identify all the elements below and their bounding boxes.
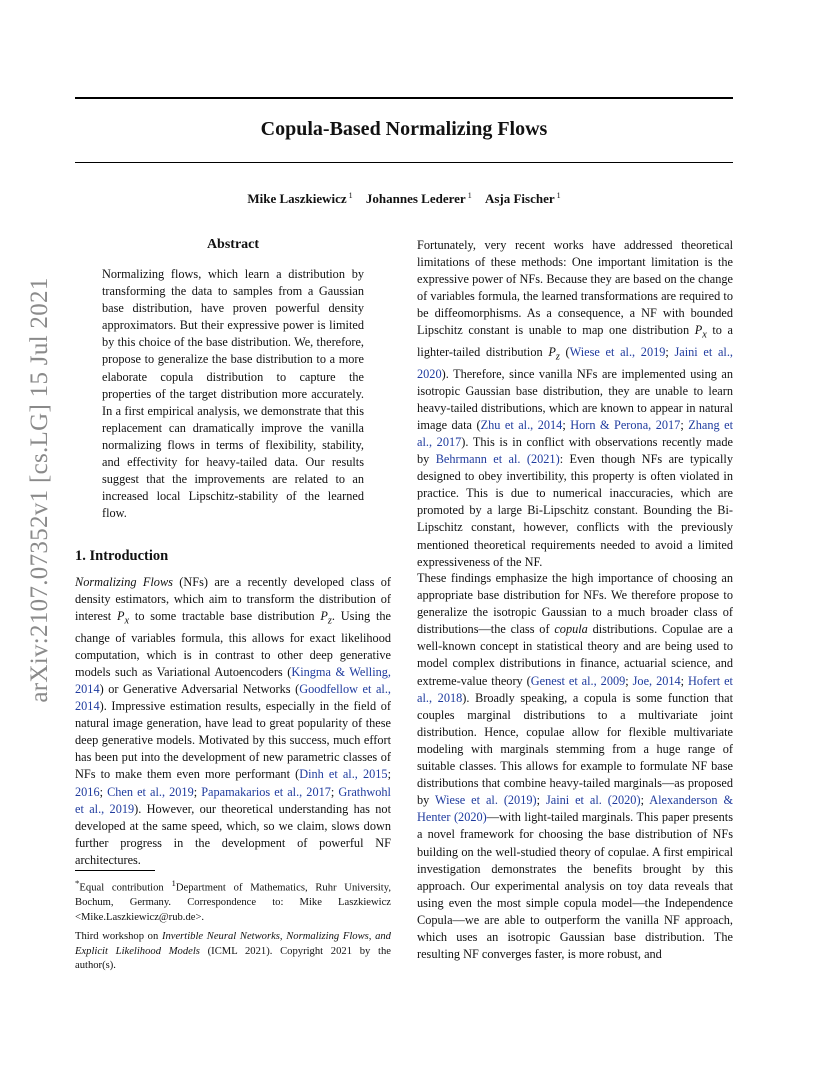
citation-link[interactable]: Kingma & Welling, 2014 — [75, 664, 391, 697]
citation-link[interactable]: Wiese et al., 2019 — [569, 345, 666, 360]
citation-link[interactable]: Behrmann et al. (2021) — [435, 452, 560, 467]
citation-link[interactable]: Chen et al., 2019 — [107, 784, 194, 799]
math-px: $P_x$ — [117, 609, 130, 627]
abstract-heading: Abstract — [206, 237, 260, 252]
math-pz: $P_z$ — [320, 609, 332, 627]
affiliation-footnote: *Equal contribution $^1$Department of Mathematics, Ruhr University, Bochum, Germany. Correspondence to: Mike Laszkiewicz <Mike.Laszkiewicz@rub.de>. — [75, 878, 391, 923]
introduction-heading: 1. Introduction — [75, 548, 169, 564]
arxiv-sidebar — [20, 277, 60, 703]
citation-link[interactable]: 2016 — [75, 784, 100, 799]
citation-link[interactable]: Zhang et al., 2017 — [417, 417, 733, 449]
citation-link[interactable]: Jaini et al., 2020 — [417, 345, 733, 381]
title-top-rule — [75, 97, 733, 99]
introduction-paragraph: Normalizing Flows (NFs) are a recently developed class of density estimators, which aim to transform the distribution of interest $P_x$ to some tractable base distribution $P_z$. Using the change of variables formula, this allows for exact likelihood computation, which is in contrast to other deep generative models such as Variational Autoencoders (Kingma & Welling, 2014) or Generative Adversarial Networks (Goodfellow et al., 2014). Impressive estimation results, especially in the field of natural image generation, have lead to great popularity of these deep generative models. Motivated by this success, much effort has been put into the development of new parametric classes of NFs to make them even more performant (Dinh et al., 2015; 2016; Chen et al., 2019; Papamakarios et al., 2017; Grathwohl et al., 2019). However, our theoretical understanding has not developed at the same speed, which, so we claim, slows down further progress in the development of powerful NF architectures. — [75, 575, 391, 867]
author: Johannes Lederer $^1$ — [365, 191, 472, 206]
author-list — [75, 191, 733, 207]
citation-link[interactable]: Zhu et al., 2014 — [480, 417, 563, 432]
citation-link[interactable]: Papamakarios et al., 2017 — [201, 784, 331, 799]
math-px: $P_x$ — [694, 323, 707, 341]
citation-link[interactable]: Grathwohl et al., 2019 — [75, 784, 391, 816]
author: Asja Fischer $^1$ — [484, 191, 561, 206]
citation-link[interactable]: Hofert et al., 2018 — [417, 673, 733, 705]
footnote-rule — [75, 870, 155, 871]
math-pz: $P_z$ — [548, 345, 560, 363]
citation-link[interactable]: Genest et al., 2009 — [530, 673, 626, 688]
title-bottom-rule — [75, 162, 733, 163]
right-column-paragraph-1: Fortunately, very recent works have addressed theoretical limitations of these methods: One important limitation is the expressive power of NFs. Because they are based on the change of variables formula, the learned transformations are required to be diffeomorphisms. As a consequence, a NF with bounded Lipschitz constant is unable to map one distribution $P_x$ to a lighter-tailed distribution $P_z$ (Wiese et al., 2019; Jaini et al., 2020). Therefore, since vanilla NFs are implemented using an isotropic Gaussian base distribution, they are unable to learn heavy-tailed distributions, which are known to appear in natural image data (Zhu et al., 2014; Horn & Perona, 2017; Zhang et al., 2017). This is in conflict with observations recently made by Behrmann et al. (2021): Even though NFs are typically designed to obey invertibility, this property is often violated in practice. This is due to numerical inaccuracies, which are promoted by a large Bi-Lipschitz constant. Bounding the Bi-Lipschitz constant, however, conflicts with the previously mentioned theoretical requirements needed to avoid a limited expressiveness of the NF. — [417, 238, 733, 569]
right-column-paragraph-2: These findings emphasize the high importance of choosing an appropriate base distribution for NFs. We therefore propose to generalize the isotropic Gaussian to a much broader class of distributions—the class of copula distributions. Copulae are a well-known concept in statistical theory and are being used to model complex distributions in finance, actuarial science, and extreme-value theory (Genest et al., 2009; Joe, 2014; Hofert et al., 2018). Broadly speaking, a copula is some function that couples marginal distributions to a multivariate joint distribution. Hence, copulae allow for flexible multivariate modeling with marginals stemming from a huge range of suitable classes. This allows for example to formulate NF base distributions that combine heavy-tailed marginals—as proposed by Wiese et al. (2019); Jaini et al. (2020); Alexanderson & Henter (2020)—with light-tailed marginals. This paper presents a novel framework for choosing the base distribution of NFs building on the well-studied theory of copulae. A first empirical investigation demonstrates the benefits brought by this approach. Our experimental analysis on toy data reveals that using even the most simple copula model—the Independence Copula—we are able to outperform the vanilla NF approach, which uses an isotropic Gaussian base distribution. The resulting NF converges faster, is more robust, and — [417, 571, 734, 962]
citation-link[interactable]: Alexanderson & Henter (2020) — [417, 793, 734, 825]
workshop-note: Third workshop on Invertible Neural Networks, Normalizing Flows, and Explicit Likelihood Models (ICML 2021). Copyright 2021 by the author(s). — [75, 931, 391, 971]
arxiv-identifier: arXiv:2107.07352v1 [cs.LG] 15 Jul 2021 — [26, 277, 53, 703]
citation-link[interactable]: Wiese et al. (2019) — [435, 793, 537, 808]
author: Mike Laszkiewicz $^1$ — [247, 191, 353, 206]
abstract-text: Normalizing flows, which learn a distribution by transforming the data to samples from a Gaussian base distribution, have proven powerful density approximators. But their expressive power is limited by this choice of the base distribution. We, therefore, propose to generalize the base distribution to a more elaborate copula distribution to capture the properties of the target distribution more accurately. In a first empirical analysis, we demonstrate that this replacement can dramatically improve the vanilla normalizing flows in terms of flexibility, stability, and effectivity for heavy-tailed data. Our results suggest that the improvements are related to an increased local Lipschitz-stability of the learned flow. — [102, 267, 364, 521]
citation-link[interactable]: Goodfellow et al., 2014 — [75, 682, 391, 714]
citation-link[interactable]: Jaini et al. (2020) — [545, 793, 641, 808]
citation-link[interactable]: Joe, 2014 — [632, 673, 681, 688]
citation-link[interactable]: Dinh et al., 2015 — [299, 767, 388, 782]
paper-title: Copula-Based Normalizing Flows — [260, 118, 548, 140]
citation-link[interactable]: Horn & Perona, 2017 — [570, 417, 681, 432]
